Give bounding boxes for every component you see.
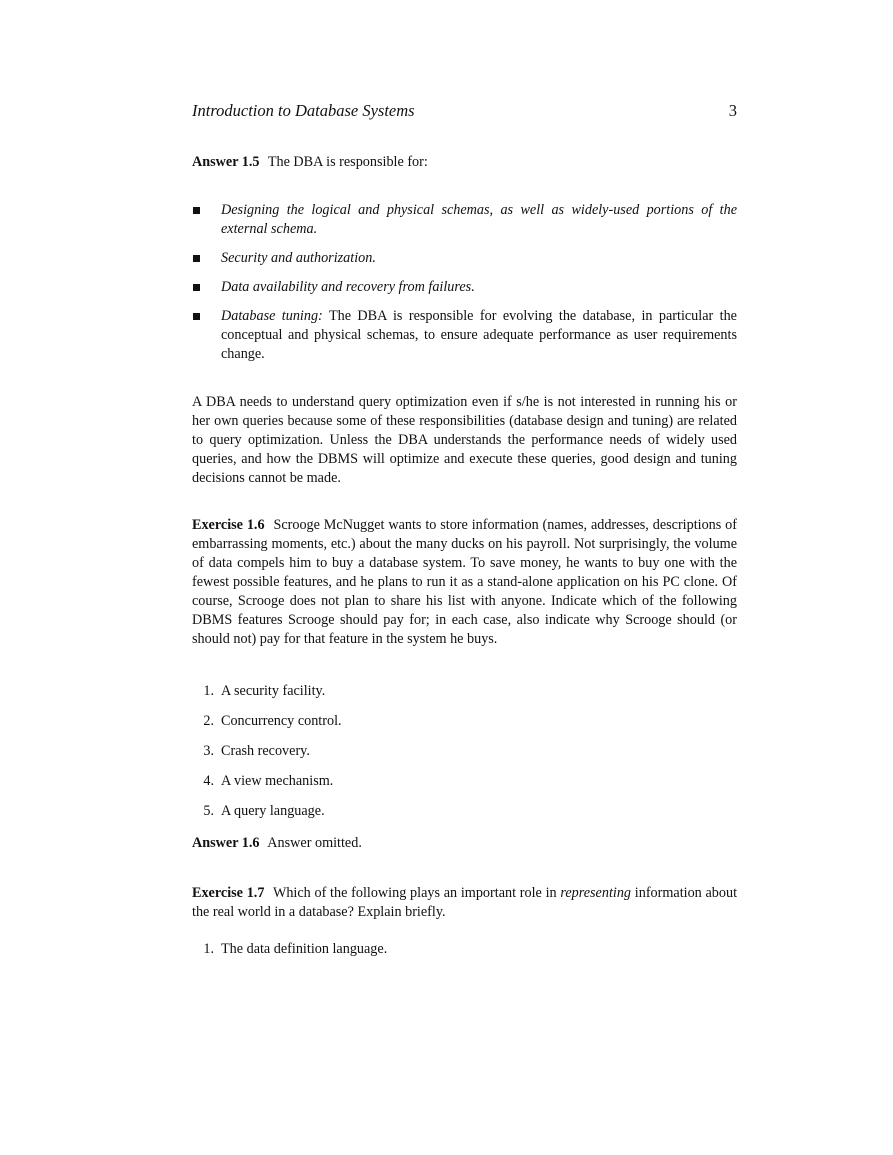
list-item [192, 249, 737, 268]
exercise-1-7 [192, 884, 737, 922]
list-item-number: 3. [203, 743, 214, 759]
answer-1-6 [192, 834, 737, 853]
bullet-square-icon [193, 284, 200, 291]
bullet-square-icon [193, 255, 200, 262]
list-item [192, 278, 737, 297]
exercise-1-6-label: Exercise 1.6 [192, 517, 265, 533]
list-item-text: A view mechanism. [221, 773, 334, 789]
running-header [192, 101, 737, 123]
exercise-1-7-text-after: information about the real world in a database? Explain briefly. [192, 885, 738, 920]
bullet-square-icon [193, 313, 200, 320]
answer-1-5-paragraph: A DBA needs to understand query optimization even if s/he is not interested in running his or her own queries because some of these responsibilities (database design and tuning) are related to query optimization. Unless the DBA understands the performance needs of widely used queries, and how the DBMS will optimize and execute these queries, good design and tuning decisions cannot be made. [192, 394, 737, 486]
list-item-text: The DBA is responsible for evolving the database, in particular the conceptual and physical schemas, to ensure adequate performance as user requirements change. [221, 308, 737, 362]
list-item-term: Database tuning: [221, 308, 323, 324]
list-item [192, 802, 737, 821]
list-item-number: 2. [203, 713, 214, 729]
exercise-1-7-list [192, 940, 737, 970]
list-item-number: 4. [203, 773, 214, 789]
list-item-number: 1. [203, 941, 214, 957]
answer-1-5-intro [192, 153, 737, 172]
exercise-1-6 [192, 516, 737, 649]
list-item-text: A security facility. [221, 683, 326, 699]
bullet-square-icon [193, 207, 200, 214]
list-item [192, 307, 737, 364]
list-item [192, 682, 737, 701]
list-item-text: A query language. [221, 803, 325, 819]
answer-1-5-label: Answer 1.5 [192, 154, 260, 170]
list-item-text: Security and authorization. [221, 250, 376, 266]
list-item [192, 201, 737, 239]
answer-1-5-intro-text: The DBA is responsible for: [267, 154, 428, 170]
list-item [192, 742, 737, 761]
page-number: 3 [728, 101, 737, 120]
list-item-text: Crash recovery. [221, 743, 310, 759]
list-item-text: The data definition language. [221, 941, 388, 957]
header-title: Introduction to Database Systems [192, 101, 415, 120]
exercise-1-7-text-before: Which of the following plays an important role in [272, 885, 557, 901]
exercise-1-7-label: Exercise 1.7 [192, 885, 265, 901]
answer-1-6-text: Answer omitted. [267, 835, 362, 851]
list-item-text: Concurrency control. [221, 713, 342, 729]
list-item [192, 940, 737, 959]
list-item [192, 712, 737, 731]
exercise-1-7-emphasis: representing [560, 885, 632, 901]
list-item-number: 1. [203, 683, 214, 699]
list-item-number: 5. [203, 803, 214, 819]
list-item [192, 772, 737, 791]
exercise-1-6-text: Scrooge McNugget wants to store information (names, addresses, descriptions of embarrassing moments, etc.) about the many ducks on his payroll. Not surprisingly, the volume of data compels him to buy a database system. To save money, he wants to buy one with the fewest possible features, and he plans to run it as a stand-alone application on his PC clone. Of course, Scrooge does not plan to share his list with anyone. Indicate which of the following DBMS features Scrooge should pay for; in each case, also indicate why Scrooge should (or should not) pay for that feature in the system he buys. [192, 517, 737, 647]
list-item-text: Designing the logical and physical schemas, as well as widely-used portions of the external schema. [221, 202, 737, 237]
answer-1-6-label: Answer 1.6 [192, 835, 260, 851]
exercise-1-6-list [192, 682, 737, 832]
dba-responsibilities-list [192, 201, 737, 374]
list-item-text: Data availability and recovery from failures. [221, 279, 475, 295]
